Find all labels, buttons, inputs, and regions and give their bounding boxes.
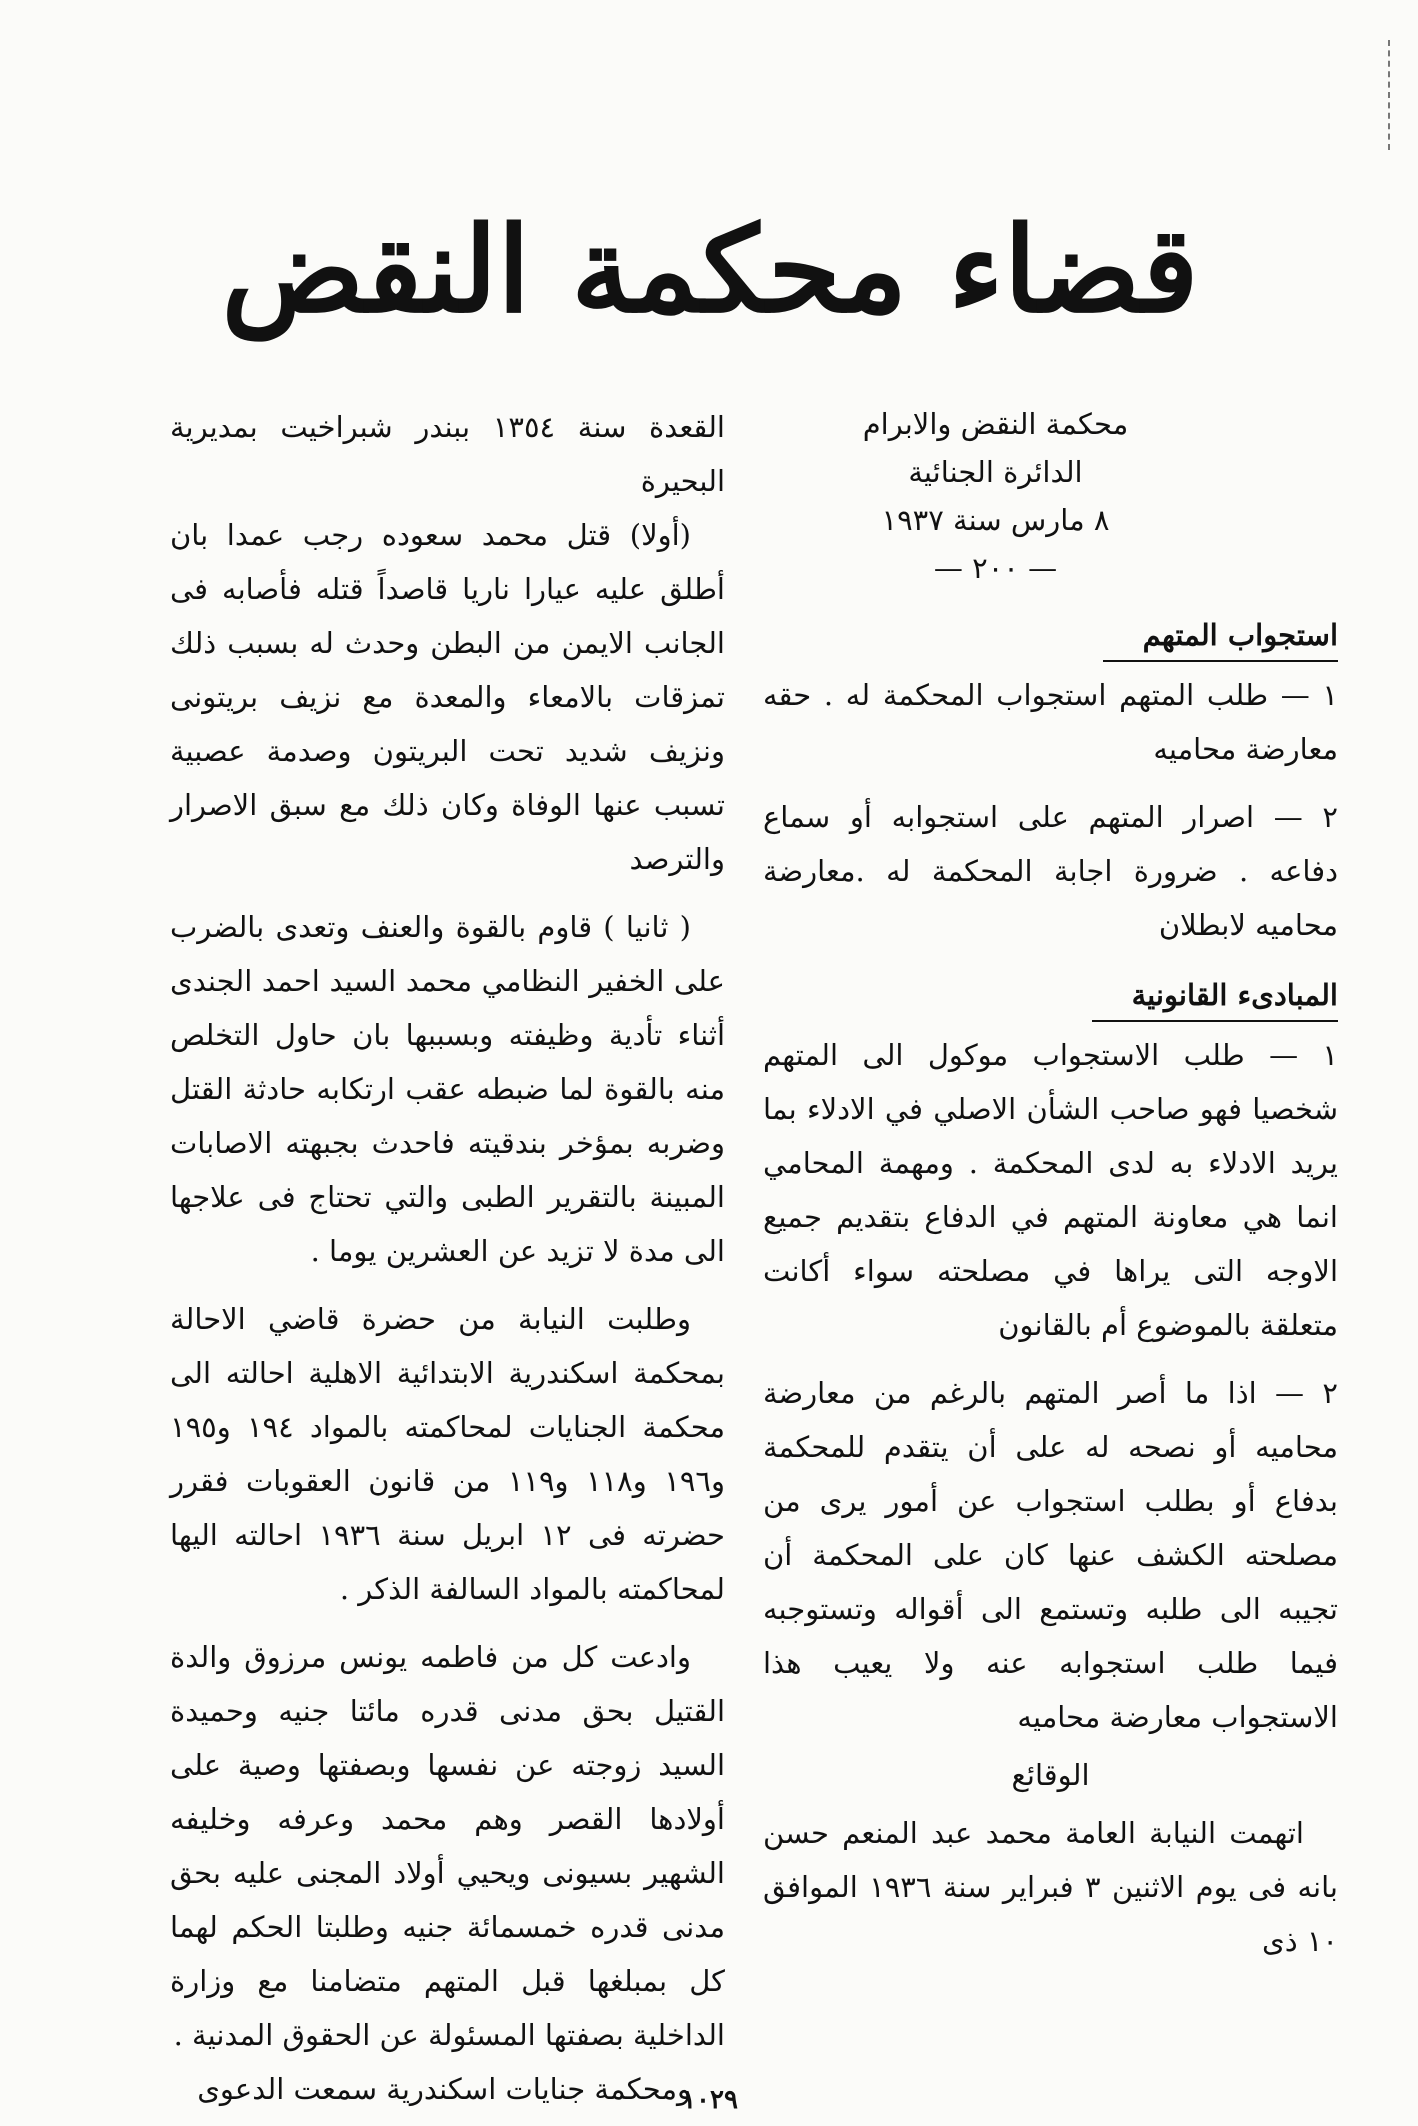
facts-title: الوقائع xyxy=(1011,1758,1090,1792)
court-hearing-paragraph: ومحكمة جنايات اسكندرية سمعت الدعوى xyxy=(197,2072,691,2106)
principle-item-1: ١ — طلب الاستجواب موكول الى المتهم شخصيا فهو صاحب الشأن الاصلي في الادلاء بما يريد الادلاء به لدى المحكمة . ومهمة المحامي انما هي معاونة المتهم في الدفاع بتقديم جميع الاوجه التى يراها في مصلحته سواء أكانت متعلقة بالموضوع أم بالقانون xyxy=(763,1038,1338,1342)
court-name: محكمة النقض والابرام xyxy=(862,407,1129,441)
decision-date: ٨ مارس سنة ١٩٣٧ xyxy=(881,503,1110,537)
referral-paragraph: وطلبت النيابة من حضرة قاضي الاحالة بمحكمة اسكندرية الابتدائية الاهلية احالته الى محكمة الجنايات لمحاكمته بالمواد ١٩٤ و١٩٥ و١٩٦ و١١٨ و١١٩ من قانون العقوبات فقرر حضرته فى ١٢ ابريل سنة ١٩٣٦ احالته اليها لمحاكمته بالمواد السالفة الذكر . xyxy=(170,1302,725,1606)
scan-edge-marks xyxy=(1374,40,1390,150)
left-column xyxy=(170,400,725,2116)
court-header xyxy=(763,400,1228,592)
page-number: ١٠٢٩ xyxy=(682,2085,738,2115)
case-number: — ٢٠٠ — xyxy=(933,551,1058,585)
principle-item-2: ٢ — اذا ما أصر المتهم بالرغم من معارضة محاميه أو نصحه له على أن يتقدم للمحكمة بدفاع أو بطلب استجواب عن أمور يرى من مصلحته الكشف عنها كان على المحكمة أن تجيبه الى طلبه وتستمع الى أقواله وتستوجبه فيما طلب استجوابه عنه ولا يعيب هذا الاستجواب معارضة محاميه xyxy=(763,1376,1338,1734)
charge-second: ( ثانيا ) قاوم بالقوة والعنف وتعدى بالضرب على الخفير النظامي محمد السيد احمد الجندى أثناء تأدية وظيفته وبسببها بان حاول التخلص منه بالقوة لما ضبطه عقب ارتكابه حادثة القتل وضربه بمؤخر بندقيته فاحدث بجبهته الاصابات المبينة بالتقرير الطبى والتي تحتاج فى علاجها الى مدة لا تزيد عن العشرين يوما . xyxy=(170,910,725,1268)
court-circuit: الدائرة الجنائية xyxy=(908,455,1083,489)
masthead-title: قضاء محكمة النقض xyxy=(221,200,1199,339)
facts-intro: اتهمت النيابة العامة محمد عبد المنعم حسن بانه فى يوم الاثنين ٣ فبراير سنة ١٩٣٦ الموافق ١٠ ذى xyxy=(763,1816,1339,1958)
heading-interrogation: استجواب المتهم xyxy=(1103,610,1338,662)
summary-item-1: ١ — طلب المتهم استجواب المحكمة له . حقه معارضة محاميه xyxy=(763,678,1338,766)
facts-continuation: القعدة سنة ١٣٥٤ ببندر شبراخيت بمديرية البحيرة xyxy=(170,410,725,498)
right-column xyxy=(763,400,1338,1968)
summary-item-2: ٢ — اصرار المتهم على استجوابه أو سماع دفاعه . ضرورة اجابة المحكمة له .معارضة محاميه لابطلان xyxy=(763,800,1338,942)
masthead xyxy=(221,170,1199,370)
heading-legal-principles: المبادىء القانونية xyxy=(1092,970,1338,1022)
charge-first: (أولا) قتل محمد سعوده رجب عمدا بان أطلق عليه عيارا ناريا قاصداً قتله فأصابه فى الجانب الايمن من البطن وحدث له بسبب ذلك تمزقات بالامعاء والمعدة مع نزيف بريتونى ونزيف شديد تحت البريتون وصدمة عصبية تسبب عنها الوفاة وكان ذلك مع سبق الاصرار والترصد xyxy=(170,518,725,876)
civil-claim-paragraph: وادعت كل من فاطمه يونس مرزوق والدة القتيل بحق مدنى قدره مائتا جنيه وحميدة السيد زوجته عن نفسها وبصفتها وصية على أولادها القصر وهم محمد وعرفه وخليفه الشهير بسيونى ويحيي أولاد المجنى عليه بحق مدنى قدره خمسمائة جنيه وطلبتا الحكم لهما كل بمبلغها قبل المتهم متضامنا مع وزارة الداخلية بصفتها المسئولة عن الحقوق المدنية . xyxy=(170,1640,725,2052)
